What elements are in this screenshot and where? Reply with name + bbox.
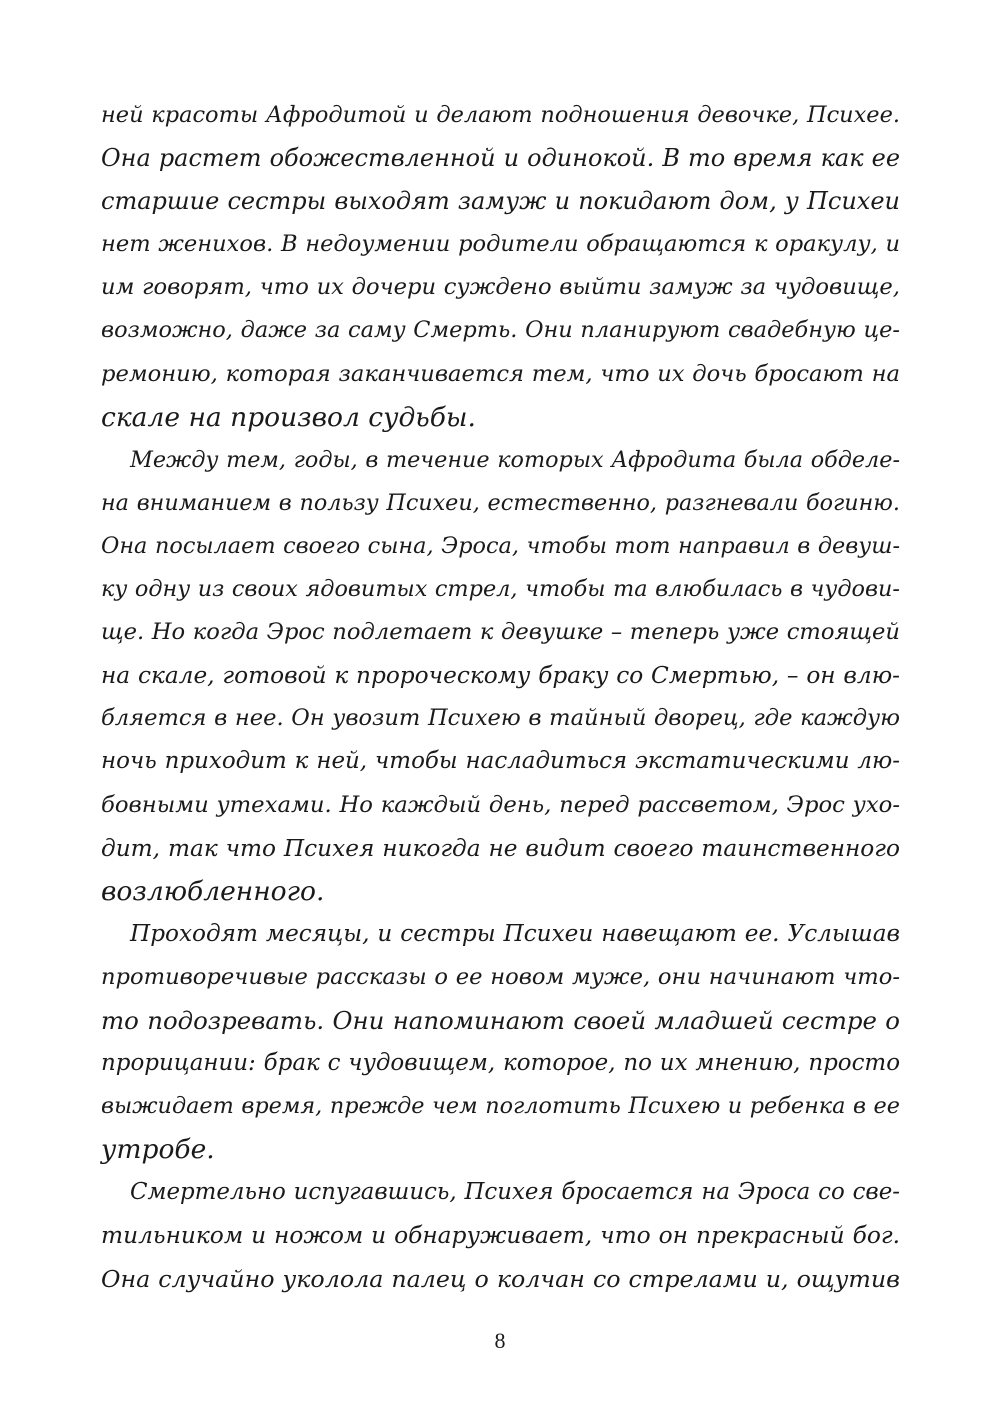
text-line: им говорят, что их дочери суждено выйти замуж за чудовище, (101, 274, 900, 301)
text-line: бляется в нее. Он увозит Психею в тайный дворец, где каждую (101, 705, 900, 732)
text-line: бовными утехами. Но каждый день, перед рассветом, Эрос ухо- (101, 791, 900, 818)
text-line: Она случайно уколола палец о колчан со стрелами и, ощутив (101, 1264, 900, 1293)
text-line: Она посылает своего сына, Эроса, чтобы тот направил в девуш- (101, 532, 900, 559)
text-line: старшие сестры выходят замуж и покидают дом, у Психеи (101, 187, 900, 216)
text-line: Смертельно испугавшись, Психея бросается на Эроса со све- (130, 1179, 900, 1206)
text-line: противоречивые рассказы о ее новом муже, они начинают что- (101, 963, 900, 990)
text-line: тильником и ножом и обнаруживает, что он прекрасный бог. (101, 1222, 900, 1250)
text-line: ночь приходит к ней, чтобы насладиться экстатическими лю- (101, 748, 900, 775)
text-line: прорицании: брак с чудовищем, которое, по их мнению, просто (101, 1050, 900, 1077)
text-line: Проходят месяцы, и сестры Психеи навещают ее. Услышав (130, 920, 900, 947)
text-line: нет женихов. В недоумении родители обращаются к оракулу, и (101, 231, 900, 258)
text-line: ней красоты Афродитой и делают подношения девочке, Психее. (101, 102, 900, 128)
text-line: Между тем, годы, в течение которых Афродита была обделе- (130, 446, 900, 473)
text-line: возможно, даже за саму Смерть. Они планируют свадебную це- (101, 317, 900, 344)
text-line: скале на произвол судьбы. (101, 401, 476, 433)
text-line: ку одну из своих ядовитых стрел, чтобы та влюбилась в чудови- (101, 576, 900, 603)
text-line: утробе. (101, 1134, 215, 1166)
text-line: возлюбленного. (101, 875, 325, 907)
body-text (101, 94, 900, 1301)
text-line: на вниманием в пользу Психеи, естественно, разгневали богиню. (101, 489, 900, 516)
text-line: ще. Но когда Эрос подлетает к девушке – теперь уже стоящей (101, 619, 900, 646)
text-line: ремонию, которая заканчивается тем, что их дочь бросают на (101, 360, 900, 387)
text-line: дит, так что Психея никогда не видит своего таинственного (101, 834, 900, 862)
text-line: Она растет обожествленной и одинокой. В то время как ее (101, 144, 900, 173)
text-line: выжидает время, прежде чем поглотить Психею и ребенка в ее (101, 1093, 900, 1120)
text-line: на скале, готовой к пророческому браку со Смертью, – он влю- (101, 662, 900, 690)
page-number: 8 (494, 1328, 506, 1353)
text-line: то подозревать. Они напоминают своей младшей сестре о (101, 1005, 900, 1035)
